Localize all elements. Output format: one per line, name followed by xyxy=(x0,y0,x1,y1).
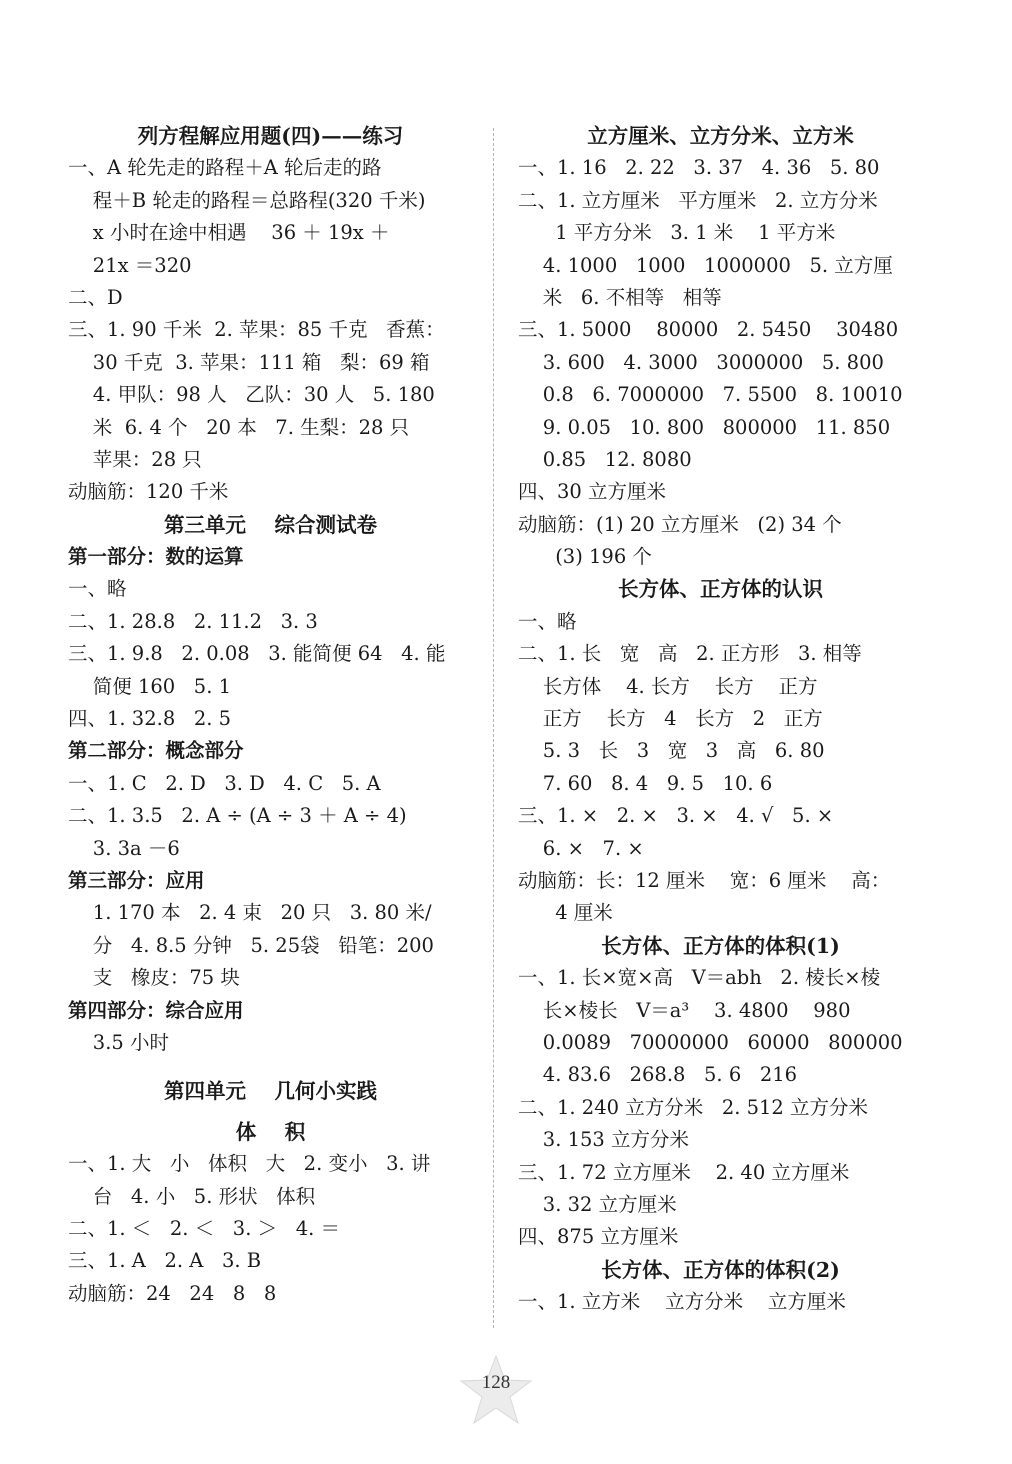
answer-line: 一、1. 长×宽×高 V＝abh 2. 棱长×棱 xyxy=(518,966,881,990)
answer-line: 0.0089 70000000 60000 800000 xyxy=(518,1030,903,1054)
answer-line: 二、D xyxy=(68,285,123,309)
answer-line: 支 橡皮：75 块 xyxy=(68,966,240,990)
answer-line: 5. 3 长 3 宽 3 高 6. 80 xyxy=(518,739,825,763)
part-heading: 第一部分：数的运算 xyxy=(68,545,244,569)
answer-line: 4. 1000 1000 1000000 5. 立方厘 xyxy=(518,253,893,277)
section-heading: 列方程解应用题(四)——练习 xyxy=(137,124,404,148)
answer-line: 三、1. 72 立方厘米 2. 40 立方厘米 xyxy=(518,1160,850,1184)
answer-line: 一、略 xyxy=(518,609,577,633)
answer-line: 四、30 立方厘米 xyxy=(518,480,667,504)
answer-line: 4. 83.6 268.8 5. 6 216 xyxy=(518,1063,798,1087)
answer-line: 30 千克 3. 苹果：111 箱 梨：69 箱 xyxy=(68,350,430,374)
answer-line: 一、1. 大 小 体积 大 2. 变小 3. 讲 xyxy=(68,1152,431,1176)
answer-line: 0.85 12. 8080 xyxy=(518,447,692,471)
answer-line: 三、1. × 2. × 3. × 4. √ 5. × xyxy=(518,804,834,828)
answer-line: 三、1. 5000 80000 2. 5450 30480 xyxy=(518,318,899,342)
answer-line: 简便 160 5. 1 xyxy=(68,674,232,698)
answer-line: 二、1. 立方厘米 平方厘米 2. 立方分米 xyxy=(518,188,878,212)
answer-line: 二、1. 3.5 2. A ÷ (A ÷ 3 ＋ A ÷ 4) xyxy=(68,804,407,828)
left-column xyxy=(68,120,473,1310)
answer-line: 四、1. 32.8 2. 5 xyxy=(68,707,232,731)
part-heading: 第二部分：概念部分 xyxy=(68,739,244,763)
answer-line: 动脑筋：(1) 20 立方厘米 (2) 34 个 xyxy=(518,512,842,536)
answer-line: x 小时在途中相遇 36 ＋ 19x ＋ xyxy=(68,221,390,245)
answer-line: 长方体 4. 长方 长方 正方 xyxy=(518,674,818,698)
spacer xyxy=(68,1108,473,1116)
answer-line: 一、1. C 2. D 3. D 4. C 5. A xyxy=(68,771,381,795)
answer-line: 动脑筋：120 千米 xyxy=(68,480,229,504)
page-number-badge xyxy=(456,1350,536,1430)
page-number: 128 xyxy=(481,1372,511,1393)
answer-line: 1. 170 本 2. 4 束 20 只 3. 80 米/ xyxy=(68,901,432,925)
column-divider xyxy=(493,128,494,1328)
answer-line: 3. 600 4. 3000 3000000 5. 800 xyxy=(518,350,884,374)
section-heading: 立方厘米、立方分米、立方米 xyxy=(587,124,854,148)
answer-line: 3. 153 立方分米 xyxy=(518,1128,690,1152)
answer-line: 二、1. 28.8 2. 11.2 3. 3 xyxy=(68,609,318,633)
answer-line: 米 6. 4 个 20 本 7. 生梨：28 只 xyxy=(68,415,410,439)
section-heading: 长方体、正方体的体积(2) xyxy=(601,1257,840,1282)
answer-line: 一、A 轮先走的路程＋A 轮后走的路 xyxy=(68,156,382,180)
section-heading: 长方体、正方体的认识 xyxy=(618,577,823,602)
answer-line: 一、1. 16 2. 22 3. 37 4. 36 5. 80 xyxy=(518,156,880,180)
answer-line: 9. 0.05 10. 800 800000 11. 850 xyxy=(518,415,891,439)
answer-line: 正方 长方 4 长方 2 正方 xyxy=(518,707,823,731)
answer-line: 三、1. 90 千米 2. 苹果：85 千克 香蕉： xyxy=(68,318,445,342)
answer-line: 一、1. 立方米 立方分米 立方厘米 xyxy=(518,1290,846,1314)
answer-line: 6. × 7. × xyxy=(518,836,644,860)
answer-line: 3. 3a －6 xyxy=(68,836,180,860)
answer-line: 二、1. 240 立方分米 2. 512 立方分米 xyxy=(518,1095,869,1119)
answer-line: 三、1. 9.8 2. 0.08 3. 能简便 64 4. 能 xyxy=(68,642,446,666)
answer-line: 长×棱长 V＝a³ 3. 4800 980 xyxy=(518,998,851,1022)
answer-line: 二、1. ＜ 2. ＜ 3. ＞ 4. ＝ xyxy=(68,1216,341,1240)
part-heading: 第三部分：应用 xyxy=(68,868,205,892)
answer-line: 3.5 小时 xyxy=(68,1030,170,1054)
part-heading: 第四部分：综合应用 xyxy=(68,998,244,1022)
answer-line: 四、875 立方厘米 xyxy=(518,1225,679,1249)
answer-line: 0.8 6. 7000000 7. 5500 8. 10010 xyxy=(518,383,903,407)
answer-line: 三、1. A 2. A 3. B xyxy=(68,1249,262,1273)
answer-line: 一、略 xyxy=(68,577,127,601)
answer-line: 分 4. 8.5 分钟 5. 25袋 铅笔：200 xyxy=(68,933,434,957)
answer-line: 动脑筋：24 24 8 8 xyxy=(68,1281,277,1305)
answer-line: 7. 60 8. 4 9. 5 10. 6 xyxy=(518,771,773,795)
answer-line: 4 厘米 xyxy=(518,901,613,925)
section-heading: 长方体、正方体的体积(1) xyxy=(601,933,840,958)
spacer xyxy=(68,1059,473,1075)
answer-line: 二、1. 长 宽 高 2. 正方形 3. 相等 xyxy=(518,642,862,666)
answer-line: 1 平方分米 3. 1 米 1 平方米 xyxy=(518,221,836,245)
answer-line: 4. 甲队：98 人 乙队：30 人 5. 180 xyxy=(68,383,435,407)
answer-line: 程＋B 轮走的路程＝总路程(320 千米) xyxy=(68,188,426,212)
right-column xyxy=(518,120,923,1318)
section-heading: 第四单元 几何小实践 xyxy=(163,1079,378,1104)
section-heading: 体 积 xyxy=(235,1119,306,1144)
answer-line: 21x ＝320 xyxy=(68,253,192,277)
answer-line: 动脑筋：长：12 厘米 宽：6 厘米 高： xyxy=(518,868,891,892)
answer-line: 苹果：28 只 xyxy=(68,447,202,471)
answer-line: 台 4. 小 5. 形状 体积 xyxy=(68,1184,316,1208)
answer-line: 米 6. 不相等 相等 xyxy=(518,285,722,309)
answer-line: 3. 32 立方厘米 xyxy=(518,1192,677,1216)
answer-line: (3) 196 个 xyxy=(518,545,652,569)
section-heading: 第三单元 综合测试卷 xyxy=(163,512,378,537)
